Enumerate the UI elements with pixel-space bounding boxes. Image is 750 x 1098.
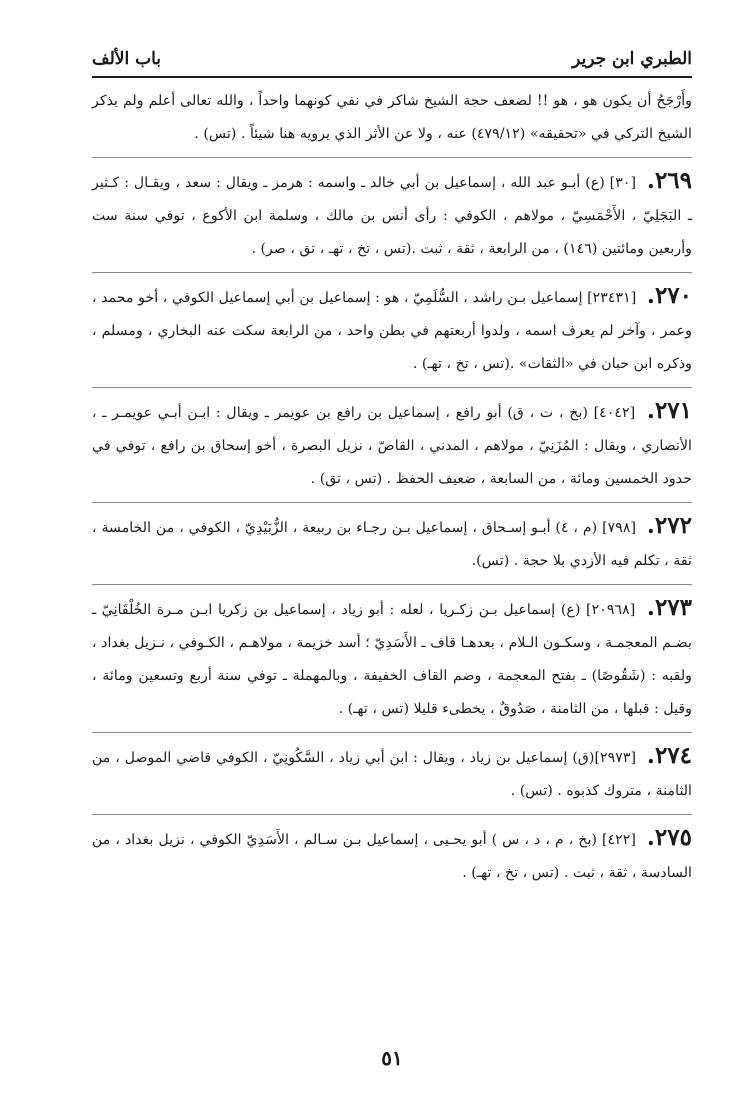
entry-text: [٢٠٩٦٨] (ع) إسماعيل بـن زكـريا ، لعله : أبو زياد ، إسماعيل بن زكريا ابـن مـرة الخُلْقَانِيّ ـ بضـم المعجمـة ، وسكـون الـلام ، بعدهـا قاف ـ الأَسَدِيّ ؛ أسد خزيمة ، مولاهـم ، الكـوفي ، نـزيل بغداد ، ولقبه : (شَقُوصًا) ـ بفتح المعجمة ، وضم القاف الخفيفة ، وبالمهملة ـ توفي سنة أربع وتسعين ومائة ، وقيل : قبلها ، من الثامنة ، صَدُوقٌ ، يخطىء قليلا (تس ، تهـ) . <box>92 602 692 717</box>
entry-text: [٤٠٤٢] (بخ ، ت ، ق) أبو رافع ، إسماعيل بن رافع بن عويمر ـ ويقال : ابـن أبـي عويمـر ـ ، الأنصاري ، ويقال : المُزَنِيّ ، مولاهم ، المدني ، القاصّ ، نزيل البصرة ، أخو إسحاق بن رافع ، توفي في حدود الخمسين ومائة ، من السابعة ، ضعيف الحفظ . (تس ، تق) . <box>92 405 692 487</box>
header-book-title: الطبري ابن جرير <box>572 49 692 69</box>
entry-269 <box>92 157 692 266</box>
page-number: ٥١ <box>381 1046 403 1070</box>
entry-274 <box>92 732 692 808</box>
entry-275 <box>92 814 692 890</box>
entry-text: [٧٩٨] (م ، ٤) أبـو إسـحاق ، إسماعيل بـن رجـاء بن ربيعة ، الزُّبَيْدِيّ ، الكوفي ، من الخامسة ، ثقة ، تكلم فيه الأزدي بلا حجة . (تس). <box>92 520 692 569</box>
entry-text: [٣٠] (ع) أبـو عبد الله ، إسماعيل بن أبي خالد ـ واسمه : هرمز ـ ويقال : سعد ، ويقـال : كـثير ـ البَجَلِيّ ، الأَحْمَسِيّ ، مولاهم ، الكوفي : رأى أنس بن مالك ، وسلمة ابن الأكوع ، توفي سنة ست وأربعين ومائتين (١٤٦) ، من الرابعة ، ثقة ، ثبت .(تس ، تخ ، تهـ ، تق ، صر) . <box>92 175 692 257</box>
intro-paragraph: وأَرْجَحُ أن يكون هو ، هو !! لضعف حجة الشيخ شاكر في نفي كونهما واحداً ، والله تعالى أعلم ولم يذكر الشيخ التركي في «تحقيقه» (٤٧٩/١٢) عنه ، ولا عن الأثر الذي يرويه هنا شيئاً . (تس) . <box>92 93 692 142</box>
running-header <box>92 42 692 78</box>
page <box>92 0 692 1098</box>
entry-number: ٢٦٩ . <box>647 167 692 194</box>
entry-272 <box>92 502 692 578</box>
entry-number: ٢٧٢ . <box>647 512 692 539</box>
entry-text: [٢٩٧٣](ق) إسماعيل بن زياد ، ويقال : ابن أبي زياد ، السَّكُونِيّ ، الكوفي قاضي الموصل ، من الثامنة ، متروك كذبوه . (تس) . <box>92 750 692 799</box>
entry-number: ٢٧٤ . <box>647 742 692 769</box>
entry-number: ٢٧١ . <box>647 397 692 424</box>
entry-271 <box>92 387 692 496</box>
header-chapter-title: باب الألف <box>92 49 162 69</box>
entry-number: ٢٧٠ . <box>647 282 692 309</box>
entry-text: [٢٣٤٣١] إسماعيل بـن راشد ، السُّلَمِيّ ، هو : إسماعيل بن أبي إسماعيل الكوفي ، أخو محمد ، وعمر ، وآخر لم يعرف اسمه ، ولدوا أربعتهم في بطن واحد ، من الرابعة سكت عنه البخاري ، ومسلم ، وذكره ابن حبان في «الثقات» .(تس ، تخ ، تهـ) . <box>92 290 692 372</box>
entry-text: [٤٢٢] (بخ ، م ، د ، س ) أبو يحـيى ، إسماعيل بـن سـالم ، الأَسَدِيّ الكوفي ، نزيل بغداد ، من السادسة ، ثقة ، ثبت . (تس ، تخ ، تهـ) . <box>92 832 692 881</box>
entry-number: ٢٧٥ . <box>647 824 692 851</box>
entry-270 <box>92 272 692 381</box>
page-body <box>92 85 692 890</box>
entry-273 <box>92 584 692 726</box>
entry-number: ٢٧٣ . <box>647 594 692 621</box>
